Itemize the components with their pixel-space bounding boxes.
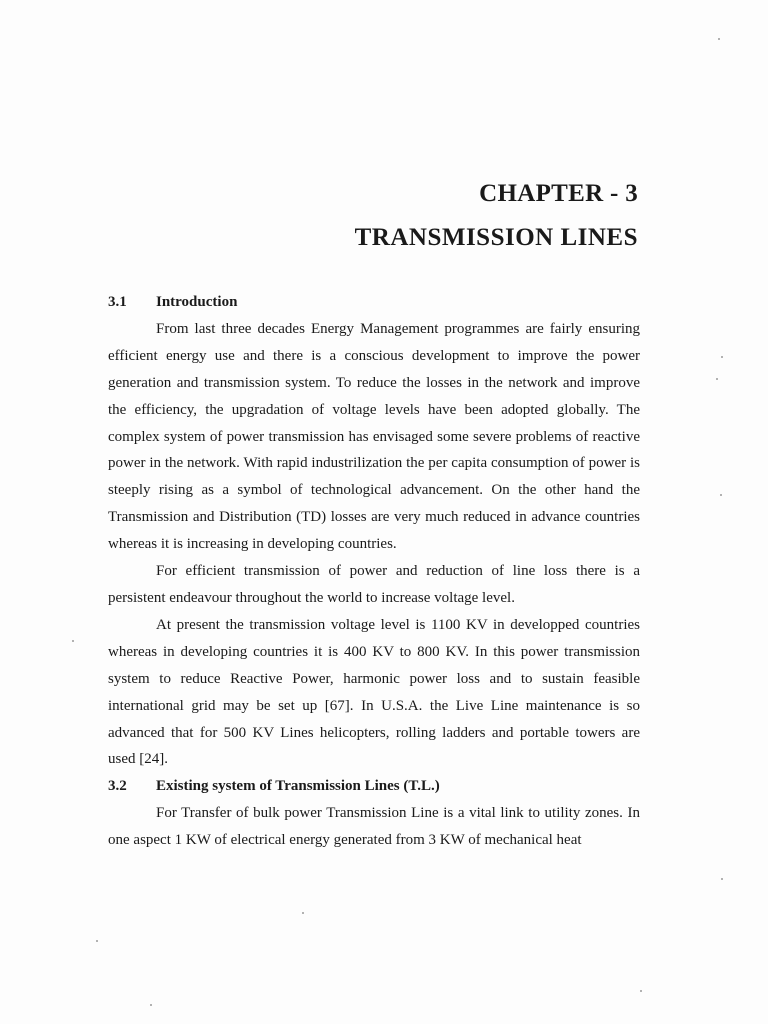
section-number: 3.1 xyxy=(108,294,127,310)
paragraph: From last three decades Energy Management programmes are fairly ensuring efficient energy use and there is a conscious development to improve the power generation and transmission system. To reduce the losses in the network and improve the efficiency, the upgradation of voltage levels have been adopted globally. The complex system of power transmission has envisaged some severe problems of reactive power in the network. With rapid industrilization the per capita consumption of power is steeply rising as a symbol of technological advancement. On the other hand the Transmission and Distribution (TD) losses are very much reduced in advance countries whereas it is increasing in developing countries. xyxy=(108,320,640,553)
scan-speck xyxy=(718,38,720,40)
scan-speck xyxy=(150,1004,152,1006)
scan-speck xyxy=(720,494,722,496)
scan-speck xyxy=(716,378,718,380)
section-heading-3-2 xyxy=(108,773,640,800)
scan-speck xyxy=(721,878,723,880)
paragraph: For Transfer of bulk power Transmission Line is a vital link to utility zones. In one aspect 1 KW of electrical energy generated from 3 KW of mechanical heat xyxy=(108,805,640,849)
chapter-title: TRANSMISSION LINES xyxy=(354,224,638,251)
section-heading-3-1 xyxy=(108,289,640,316)
scan-speck xyxy=(72,640,74,642)
body-text xyxy=(108,289,640,854)
paragraph: At present the transmission voltage level is 1100 KV in developped countries whereas in developing countries it is 400 KV to 800 KV. In this power transmission system to reduce Reactive Power, harmonic power loss and to sustain feasible international grid may be set up [67]. In U.S.A. the Live Line maintenance is so advanced that for 500 KV Lines helicopters, rolling ladders and portable towers are used [24]. xyxy=(108,616,640,768)
scan-speck xyxy=(302,912,304,914)
scan-speck xyxy=(96,940,98,942)
section-title: Existing system of Transmission Lines (T.L.) xyxy=(156,778,440,795)
chapter-number: CHAPTER - 3 xyxy=(479,180,638,207)
paragraph: For efficient transmission of power and reduction of line loss there is a persistent endeavour throughout the world to increase voltage level. xyxy=(108,563,640,606)
section-number: 3.2 xyxy=(108,778,127,795)
scan-speck xyxy=(640,990,642,992)
scan-speck xyxy=(721,356,723,358)
section-title: Introduction xyxy=(156,294,238,310)
